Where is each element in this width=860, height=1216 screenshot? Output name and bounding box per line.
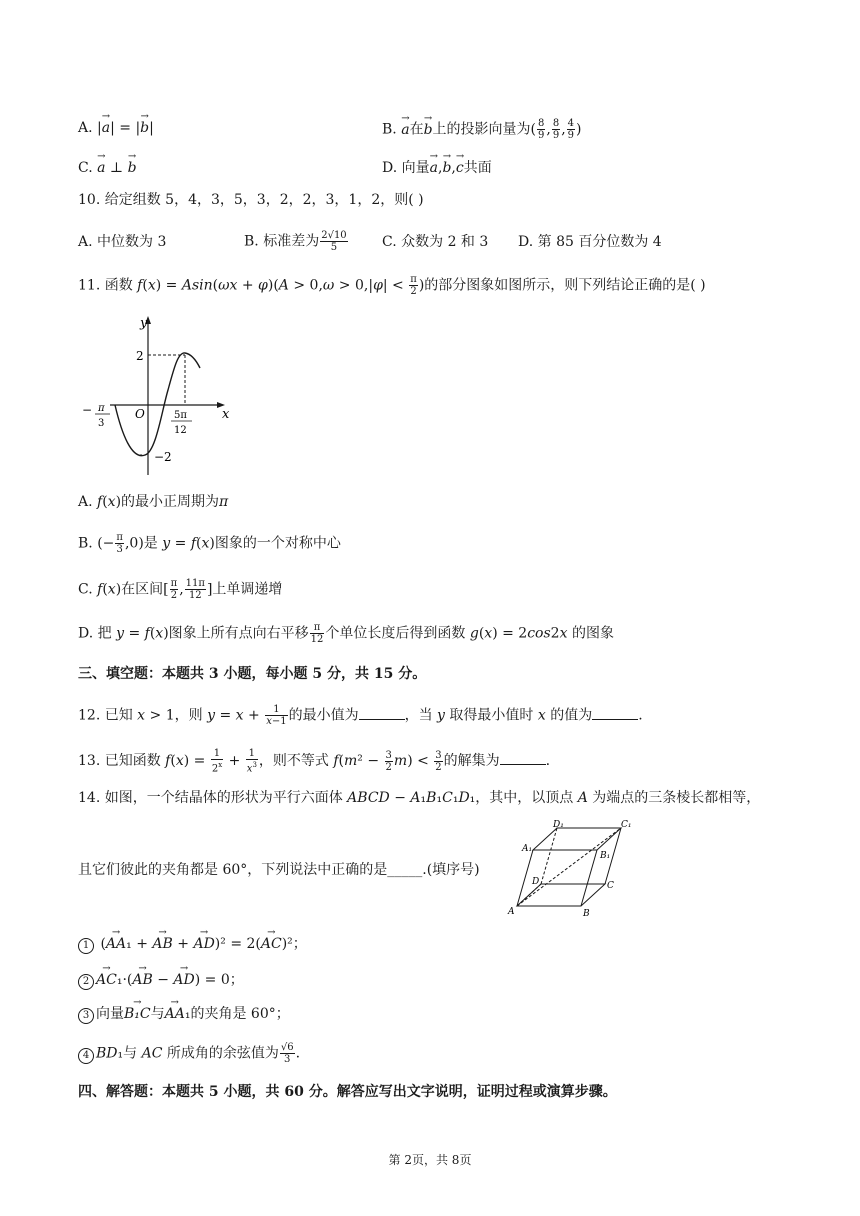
label-c: C: [607, 881, 614, 891]
q9-option-b: B. → a在→ b上的投影向量为( $\frac{8}{9}$ , $\frac{8}{9}$ , $\frac{4}{9}$ ): [382, 118, 582, 141]
label-b: B: [583, 909, 590, 919]
q11-sine-graph: [80, 310, 240, 480]
x-right-num: 5π: [174, 410, 187, 421]
q10-stem: 10. 给定组数 5，4，3，5，3，2，2，3，1，2，则( ): [78, 192, 424, 208]
x-left-den: 3: [98, 418, 105, 429]
y-min-label: −2: [154, 450, 172, 464]
label-d: D: [532, 877, 540, 887]
q14-item-3: 3 向量→ B₁C与→ AA₁的夹角是 60°；: [78, 1004, 290, 1024]
q14-item-4: 4 BD₁与 AC 所成角的余弦值为 $\frac{√6}{3}$ .: [78, 1042, 300, 1065]
q14-stem-line2: 且它们彼此的夹角都是 60°，下列说法中正确的是_____.(填序号): [78, 862, 480, 878]
x-right-den: 12: [174, 425, 187, 436]
label-b1: B₁: [600, 851, 611, 861]
q11-option-a: A. f(x)的最小正周期为π: [78, 494, 229, 510]
q10-option-b: B. 标准差为 $\frac{2√10}{5}$: [244, 230, 347, 253]
q14-stem-line1: 14. 如图，一个结晶体的形状为平行六面体 ABCD − A₁B₁C₁D₁，其中，以顶点 A 为端点的三条棱长都相等，: [78, 790, 761, 806]
q9-option-d: D. 向量→ a,→ b,→ c共面: [382, 158, 492, 178]
q13-stem: 13. 已知函数 f(x) = $\frac{1}{2^x}$ + $\frac{1}{x^3}$ ，则不等式 f(m² − $\frac{3}{2}$ m) < $\frac{3}{2}$ 的解集为 .: [78, 748, 551, 775]
section3-heading: 三、填空题：本题共 3 小题，每小题 5 分，共 15 分。: [78, 666, 427, 682]
q11-option-c: C. f(x)在区间[ $\frac{\pi}{2}$ , $\frac{11\pi}{12}$ ]上单调递增: [78, 578, 283, 601]
q10-option-d: D. 第 85 百分位数为 4: [518, 234, 662, 250]
label-c1: C₁: [621, 820, 632, 830]
q14-item-1: 1 (→ AA₁ + → AB + → AD)² = 2(→ AC)²；: [78, 934, 307, 954]
x-left-minus: −: [82, 403, 93, 417]
q9-option-c: C. → a ⊥ → b: [78, 158, 137, 178]
bottom-face: [517, 884, 605, 906]
q11-option-b: B. (− $\frac{\pi}{3}$ ,0)是 y = f(x)图象的一个对称中心: [78, 532, 341, 555]
sine-curve: [115, 353, 200, 456]
label-a: A: [508, 907, 515, 917]
origin-label: O: [135, 407, 145, 421]
y-max-label: 2: [136, 349, 144, 363]
q14-item-2: 2→ AC₁·(→ AB − → AD) = 0；: [78, 970, 244, 990]
label-d1: D₁: [553, 820, 564, 830]
q12-stem: 12. 已知 x > 1，则 y = x + $\frac{1}{x-1}$ 的最小值为 ，当 y 取得最小值时 x 的值为 .: [78, 704, 643, 727]
x-axis-label: x: [222, 407, 230, 422]
q14-parallelepiped-figure: [505, 818, 650, 920]
y-axis-label: y: [140, 316, 148, 331]
page-footer: 第 2页，共 8页: [388, 1153, 472, 1167]
q9-option-a: A. |→ a| = |→ b|: [78, 118, 154, 138]
q11-option-d: D. 把 y = f(x)图象上所有点向右平移 $\frac{\pi}{12}$ 个单位长度后得到函数 g(x) = 2cos2x 的图象: [78, 622, 614, 645]
diagonal-ac1: [517, 828, 621, 906]
x-left-num: π: [98, 403, 105, 414]
q10-option-c: C. 众数为 2 和 3: [382, 234, 489, 250]
label-a1: A₁: [522, 844, 533, 854]
q11-stem: 11. 函数 f(x) = Asin(ωx + φ)(A > 0,ω > 0,|φ| < $\frac{\pi}{2}$ )的部分图象如图所示，则下列结论正确的是( ): [78, 274, 706, 297]
top-face: [533, 828, 621, 850]
q10-option-a: A. 中位数为 3: [78, 234, 167, 250]
section4-heading: 四、解答题：本题共 5 小题，共 60 分。解答应写出文字说明，证明过程或演算步骤。: [78, 1084, 617, 1100]
